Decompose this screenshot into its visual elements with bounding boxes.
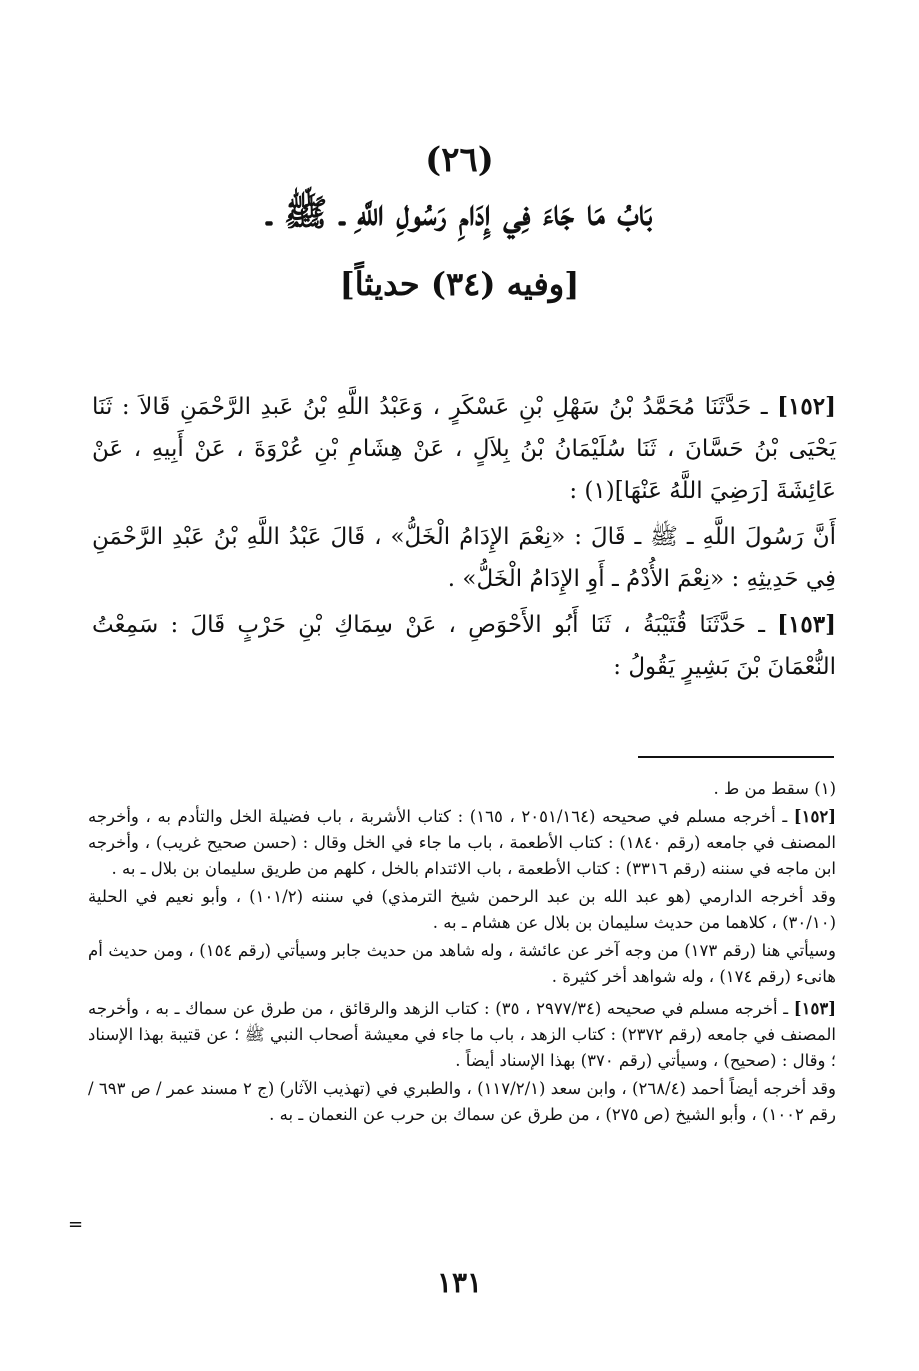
chapter-title: بَابُ مَا جَاءَ فِي إِدَامِ رَسُولِ اللَّهِ ـ ﷺ ـ	[266, 192, 653, 234]
hadith-paragraph	[92, 386, 836, 512]
hadith-text: ـ حَدَّثَنَا مُحَمَّدُ بْنُ سَهْلِ بْنِ عَسْكَرٍ ، وَعَبْدُ اللَّهِ بْنُ عَبدِ الرَّحْمَنِ قَالاَ : ثَنَا يَحْيَى بْنُ حَسَّانَ ، ثَنَا سُلَيْمَانُ بْنُ بِلاَلٍ ، عَنْ هِشَامِ بْنِ عُرْوَةَ ، عَنْ أَبِيهِ ، عَنْ عَائِشَةَ [رَضِيَ اللَّهُ عَنْهَا](١) :	[92, 394, 836, 504]
footnote-text: (١) سقط من ط .	[713, 779, 836, 798]
footnote	[88, 1076, 836, 1128]
footnote	[88, 804, 836, 882]
hadith-body	[92, 386, 836, 692]
footnote-text: ـ أخرجه مسلم في صحيحه (٢٩٧٧/٣٤ ، ٣٥) : كتاب الزهد والرقائق ، من طرق عن سماك ـ به ، وأخرجه المصنف في جامعه (رقم ٢٣٧٢) : كتاب الزهد ، باب ما جاء في معيشة أصحاب النبي ﷺ ؛ عن قتيبة بهذا الإسناد ؛ وقال : (صحيح) ، وسيأتي (رقم ٣٧٠) بهذا الإسناد أيضاً .	[88, 999, 836, 1070]
footnote-text: وقد أخرجه أيضاً أحمد (٢٦٨/٤) ، وابن سعد (١١٧/٢/١) ، والطبري في (تهذيب الآثار) (ج ٢ مسند عمر / ص ٦٩٣ / رقم ١٠٠٢) ، وأبو الشيخ (ص ٢٧٥) ، من طرق عن سماك بن حرب عن النعمان ـ به .	[88, 1079, 836, 1124]
footnote	[88, 776, 836, 802]
footnote-separator	[638, 756, 834, 758]
chapter-number: (٢٦)	[425, 140, 494, 180]
page-number: ١٣١	[436, 1266, 483, 1299]
footnote	[88, 996, 836, 1074]
chapter-subtitle: [وفيه (٣٤) حديثاً]	[339, 265, 580, 303]
footnote-text: ـ أخرجه مسلم في صحيحه (٢٠٥١/١٦٤ ، ١٦٥) : كتاب الأشربة ، باب فضيلة الخل والتأدم به ، وأخرجه المصنف في جامعه (رقم ١٨٤٠) : كتاب الأطعمة ، باب ما جاء في الخل وقال : (حسن صحيح غريب) ، وأخرجه ابن ماجه في سننه (رقم ٣٣١٦) : كتاب الأطعمة ، باب الائتدام بالخل ، كلهم من طريق سليمان بن بلال ـ به .	[88, 807, 836, 878]
continuation-mark: =	[68, 1214, 84, 1235]
footnote	[88, 938, 836, 990]
footnote-number: [١٥٣]	[793, 999, 837, 1018]
footnote-text: وقد أخرجه الدارمي (هو عبد الله بن عبد الرحمن شيخ الترمذي) في سننه (١٠١/٢) ، وأبو نعيم في الحلية (٣٠/١٠) ، كلاهما من حديث سليمان بن بلال عن هشام ـ به .	[88, 887, 837, 932]
hadith-text: أَنَّ رَسُولَ اللَّهِ ـ ﷺ ـ قَالَ : «نِعْمَ الإِدَامُ الْخَلُّ» ، قَالَ عَبْدُ اللَّهِ بْنُ عَبْدِ الرَّحْمَنِ فِي حَدِيثِهِ : «نِعْمَ الأُدْمُ ـ أَوِ الإِدَامُ الْخَلُّ» .	[92, 524, 836, 592]
hadith-text: ـ حَدَّثَنَا قُتَيْبَةُ ، ثَنَا أَبُو الأَحْوَصِ ، عَنْ سِمَاكِ بْنِ حَرْبٍ قَالَ : سَمِعْتُ النُّعْمَانَ بْنَ بَشِيرٍ يَقُولُ :	[92, 612, 836, 680]
footnote-text: وسيأتي هنا (رقم ١٧٣) من وجه آخر عن عائشة ، وله شاهد من حديث جابر وسيأتي (رقم ١٥٤) ، ومن حديث أم هانىء (رقم ١٧٤) ، وله شواهد أخر كثيرة .	[88, 941, 836, 986]
footnotes	[88, 776, 836, 1130]
footnote-number: [١٥٢]	[793, 807, 836, 826]
hadith-paragraph	[92, 516, 836, 600]
hadith-number: [١٥٣]	[777, 611, 836, 638]
hadith-number: [١٥٢]	[777, 393, 836, 420]
footnote	[88, 884, 836, 936]
hadith-paragraph	[92, 604, 836, 688]
